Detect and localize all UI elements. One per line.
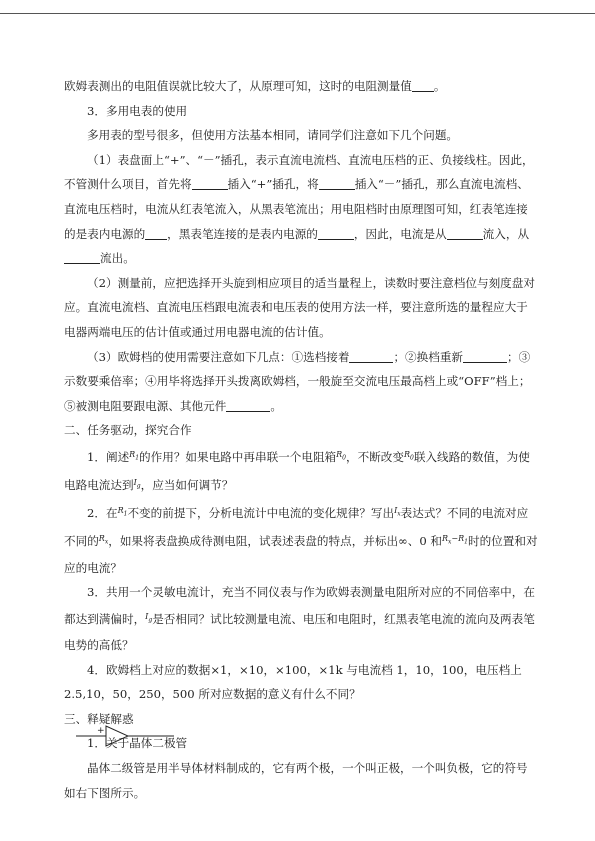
item-1	[64, 148, 538, 271]
diode-plus-label: +	[97, 726, 105, 736]
text-span: （3）欧姆档的使用需要注意如下几点：①选档接着	[87, 349, 350, 364]
text-span: ，因此，电流是从	[353, 226, 447, 241]
infinity-symbol: ∞	[398, 534, 408, 549]
text-span: 2．在	[87, 506, 118, 521]
section-intro: 多用表的型号很多，但使用方法基本相同，请同学们注意如下几个问题。	[87, 128, 459, 143]
question-4: 4．欧姆档上对应的数据×1，×10，×100，×1k 与电流档 1，10，100，电压档上 2.5,10，50，250，500 所对应数据的意义有什么不同？	[64, 662, 522, 702]
text-span: 插入“－”插孔，那么直流电流档、直流电压档时，电流从红表笔流入，从黑表笔流出；用电阻档时由原理图可知，红表笔连接的是表内电源的	[64, 177, 529, 241]
symbol-ig: Ig	[145, 611, 153, 624]
symbol-rx-minus-r1: Rx−R1	[442, 534, 468, 547]
text-span: 的作用？如果电路中再串联一个电阻箱	[139, 449, 337, 464]
text-span: 表达式？不同的电流对应不同的	[64, 506, 529, 549]
fill-blank[interactable]	[64, 250, 100, 264]
text-span: 插入“+”插孔，将	[227, 177, 319, 192]
fill-blank[interactable]	[447, 226, 483, 240]
text-span: 、0 和	[407, 534, 442, 549]
text-span: ；②换档重新	[393, 349, 464, 364]
text-span: （1）表盘面上“+”、“－”插孔，表示直流电流档、直流电压档的正、负接线柱。因此，不管测什么项目，首先将	[64, 152, 534, 192]
section-title-2: 二、任务驱动，探究合作	[64, 423, 192, 438]
text-span: ，不断改变	[346, 449, 404, 464]
symbol-r1: R1	[129, 449, 140, 462]
text-span: 是否相同？试比较测量电流、电压和电阻时，红黑表笔电流的流向及两表笔电势的高低？	[64, 611, 535, 653]
fill-blank[interactable]	[145, 226, 167, 240]
question-2	[64, 499, 538, 580]
symbol-ix: Ix	[394, 506, 401, 518]
document-body	[64, 74, 538, 805]
item-3	[64, 345, 538, 419]
header-rule	[0, 13, 595, 14]
fill-blank[interactable]	[319, 176, 355, 190]
text-span: 流入，从	[482, 226, 530, 241]
text-span: ；③示数要乘倍率；④用毕将选择开头拨离欧姆档，一般旋至交流电压最高档上或“OFF”档上；⑤被测电阻要跟电源、其他元件	[64, 349, 531, 413]
text-span: 。	[270, 398, 282, 413]
text-span: 流出。	[100, 251, 135, 266]
symbol-r0: R0	[403, 449, 414, 462]
symbol-ig: Ig	[133, 478, 141, 490]
symbol-r1: R1	[117, 506, 128, 518]
fill-blank[interactable]	[192, 176, 228, 190]
text-span: 1．阐述	[87, 449, 130, 464]
diode-text: 晶体二级管是用半导体材料制成的，它有两个极，一个叫正极，一个叫负极，它的符号如右下图所示。	[64, 761, 528, 800]
text-span: 。	[433, 79, 446, 93]
paragraph-continuation	[64, 74, 538, 99]
fill-blank[interactable]	[226, 398, 270, 412]
diode-symbol	[76, 722, 176, 754]
text-span: 联入线路的数值，为使电路电流达到	[64, 449, 530, 493]
section-title-3-clarify: 三、释疑解惑	[64, 711, 134, 726]
text-span: 3．共用一个灵敏电流计，充当不同仪表与作为欧姆表测量电阻所对应的不同倍率中，在都达到满偏时，	[64, 585, 535, 626]
text-span: 不变的前提下，分析电流计中电流的变化规律？写出	[127, 506, 395, 521]
fill-blank[interactable]	[318, 226, 354, 240]
symbol-rx: Rx	[98, 534, 109, 547]
text-span: ，如果将表盘换成待测电阻，试表述表盘的特点，并标出	[108, 534, 399, 549]
symbol-r0: R0	[336, 449, 346, 462]
diode-title: 1．关于晶体二极管	[87, 736, 188, 751]
question-1	[64, 443, 538, 499]
fill-blank[interactable]	[349, 349, 393, 363]
fill-blank[interactable]	[463, 349, 507, 363]
question-3	[64, 580, 538, 657]
text-span: 时的位置和对应的电流？	[64, 534, 538, 575]
diode-triangle	[106, 726, 128, 746]
section-title-3: 3．多用电表的使用	[87, 103, 188, 118]
text-span: ，黑表笔连接的是表内电源的	[167, 226, 318, 241]
text-span: ，应当如何调节？	[140, 478, 234, 493]
fill-blank[interactable]	[412, 78, 434, 92]
item-2: （2）测量前，应把选择开头旋到相应项目的适当量程上，读数时要注意档位与刻度盘对应。直流电流档、直流电压档跟电流表和电压表的使用方法一样，要注意所选的量程应大于电器两端电压的估计值或通过用电器电流的估计值。	[64, 275, 535, 339]
text-span: 欧姆表测出的电阻值误就比较大了，从原理可知，这时的电阻测量值	[64, 79, 412, 93]
